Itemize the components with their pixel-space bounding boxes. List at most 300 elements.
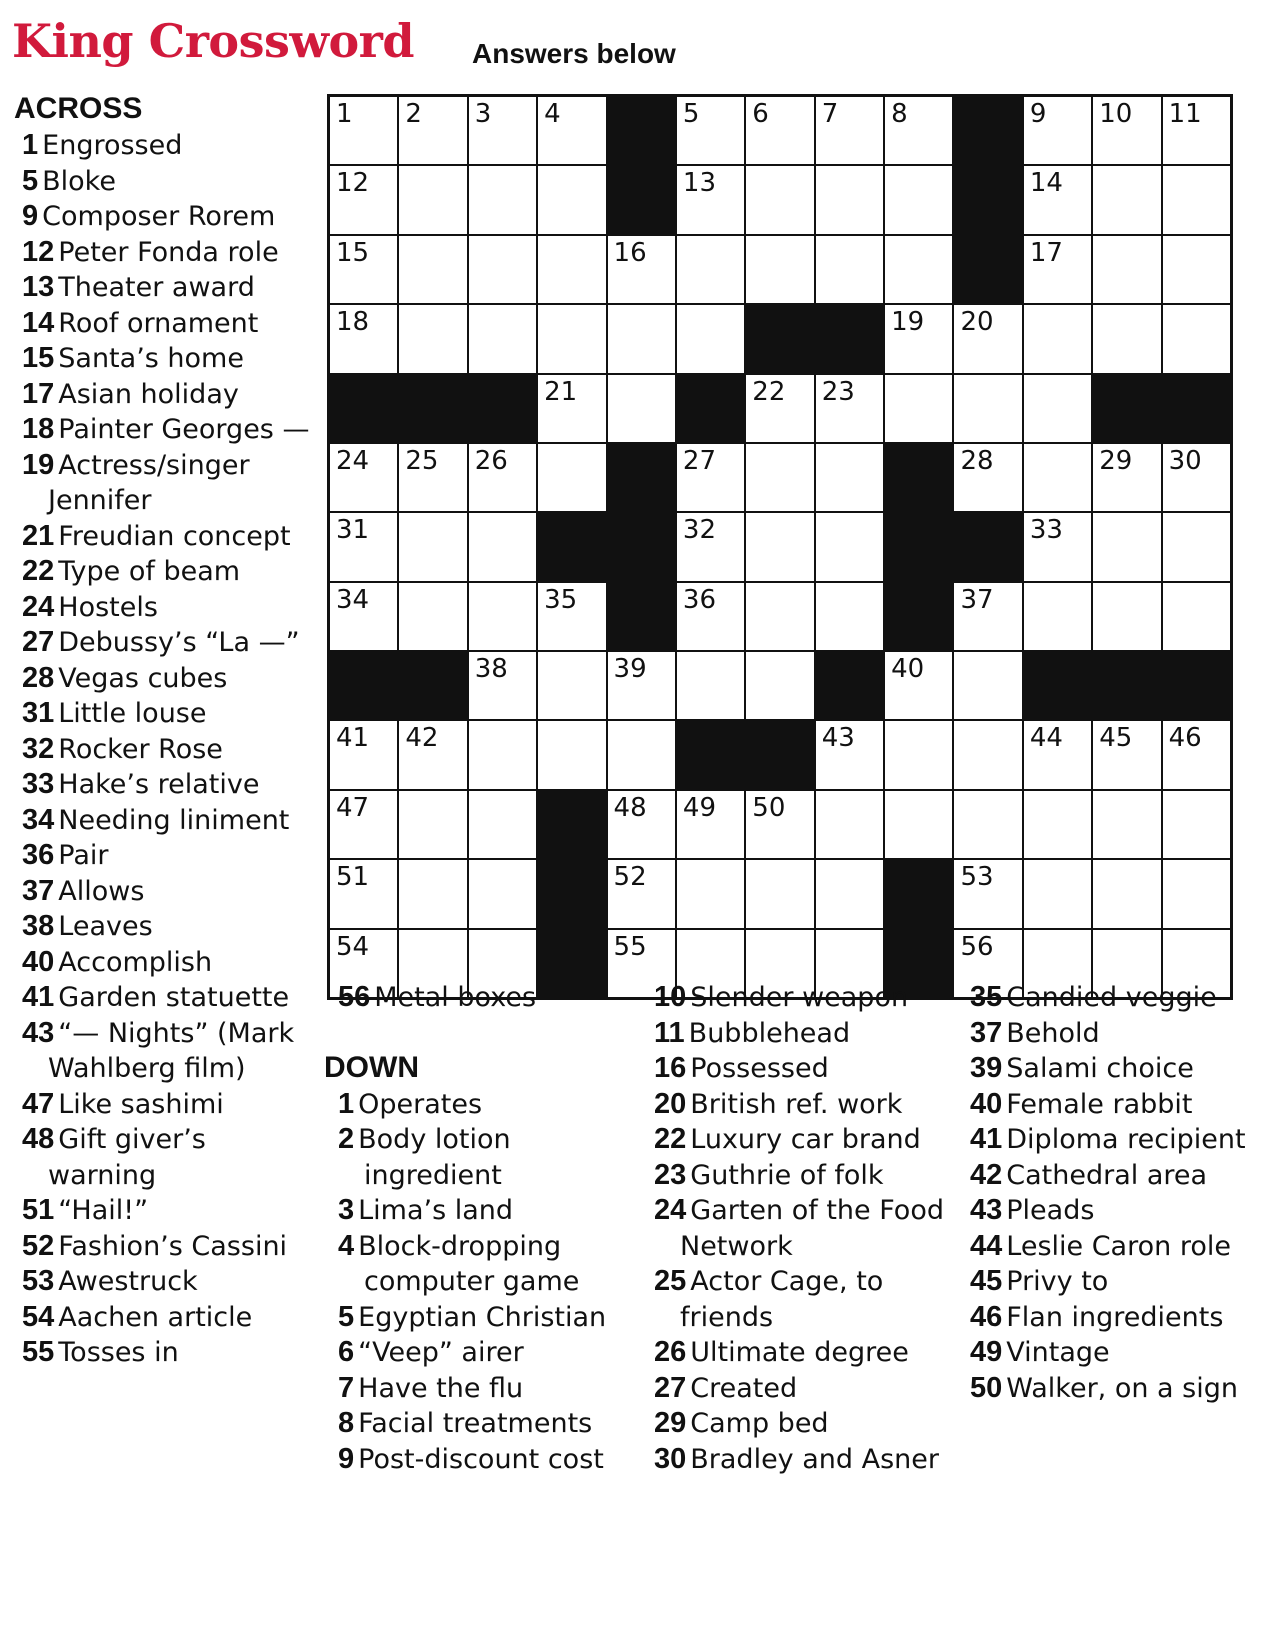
- grid-cell[interactable]: [330, 444, 397, 511]
- across-clue-27: [14, 625, 314, 661]
- black-square: [330, 652, 397, 719]
- across-clue-21: [14, 519, 314, 555]
- cell-number: 27: [682, 445, 717, 476]
- clue-text: Actor Cage, to friends: [680, 1266, 884, 1333]
- grid-cell[interactable]: [1163, 513, 1230, 580]
- clue-text: Slender weapon: [690, 982, 909, 1013]
- grid-cell[interactable]: [1093, 97, 1160, 164]
- grid-cell[interactable]: [1093, 791, 1160, 858]
- down-clue-45: [962, 1264, 1267, 1300]
- cell-number: 4: [544, 99, 561, 129]
- grid-cell[interactable]: [885, 236, 952, 303]
- clue-text: Debussy’s “La —”: [58, 627, 300, 658]
- down-clue-16: [646, 1051, 966, 1087]
- grid-cell[interactable]: [608, 652, 675, 719]
- grid-cell[interactable]: [608, 791, 675, 858]
- clue-text: Guthrie of folk: [690, 1159, 884, 1191]
- clue-text: Metal boxes: [374, 982, 537, 1013]
- clue-number: 32: [22, 732, 55, 765]
- grid-cell[interactable]: [954, 860, 1021, 927]
- down-clue-43: [962, 1193, 1267, 1229]
- grid-cell[interactable]: [1024, 305, 1091, 372]
- grid-cell[interactable]: [469, 444, 536, 511]
- cell-number: 32: [682, 515, 717, 546]
- clue-number: 52: [22, 1229, 55, 1262]
- grid-cell[interactable]: [1024, 583, 1091, 650]
- black-square: [1163, 375, 1230, 442]
- grid-cell[interactable]: [1163, 444, 1230, 511]
- cell-number: 17: [1029, 237, 1063, 268]
- black-square: [746, 305, 813, 372]
- black-square: [538, 513, 605, 580]
- clue-number: 47: [22, 1087, 55, 1120]
- grid-cell[interactable]: [1163, 583, 1230, 650]
- across-clue-38: [14, 909, 314, 945]
- grid-cell[interactable]: [885, 305, 952, 372]
- clue-number: 1: [22, 129, 39, 161]
- grid-cell[interactable]: [885, 652, 952, 719]
- down-clue-26: [646, 1335, 966, 1371]
- grid-cell[interactable]: [469, 583, 536, 650]
- grid-cell[interactable]: [954, 375, 1021, 442]
- clue-number: 9: [338, 1442, 355, 1475]
- clue-number: 37: [970, 1016, 1003, 1049]
- grid-cell[interactable]: [677, 791, 744, 858]
- across-clue-32: [14, 732, 314, 768]
- grid-cell[interactable]: [816, 236, 883, 303]
- clue-text: Bubblehead: [688, 1017, 851, 1049]
- grid-cell[interactable]: [1163, 166, 1230, 233]
- cell-number: 43: [821, 723, 855, 754]
- black-square: [677, 721, 744, 788]
- cell-number: 18: [336, 307, 370, 338]
- clue-number: 31: [22, 697, 55, 729]
- grid-cell[interactable]: [469, 305, 536, 372]
- black-square: [885, 583, 952, 650]
- grid-cell[interactable]: [677, 652, 744, 719]
- grid-cell[interactable]: [538, 97, 605, 164]
- clue-number: 46: [970, 1300, 1003, 1333]
- clue-number: 16: [654, 1052, 687, 1084]
- cell-number: 7: [821, 99, 839, 129]
- cell-number: 56: [960, 931, 994, 962]
- grid-cell[interactable]: [954, 791, 1021, 858]
- grid-cell[interactable]: [1163, 305, 1230, 372]
- cell-number: 52: [613, 862, 647, 893]
- cell-number: 8: [891, 99, 908, 129]
- grid-cell[interactable]: [885, 721, 952, 788]
- clue-number: 8: [338, 1407, 355, 1439]
- grid-cell[interactable]: [608, 305, 675, 372]
- grid-cell[interactable]: [677, 583, 744, 650]
- across-clue-22: [14, 554, 314, 590]
- clue-number: 6: [338, 1336, 355, 1368]
- across-clue-24: [14, 590, 314, 626]
- down-clue-5: [330, 1300, 630, 1336]
- grid-cell[interactable]: [399, 166, 466, 233]
- cell-number: 50: [752, 792, 786, 823]
- grid-cell[interactable]: [746, 791, 813, 858]
- grid-cell[interactable]: [746, 513, 813, 580]
- grid-cell[interactable]: [746, 652, 813, 719]
- cell-number: 45: [1099, 723, 1133, 754]
- clue-number: 10: [654, 981, 687, 1013]
- grid-cell[interactable]: [954, 444, 1021, 511]
- grid-cell[interactable]: [746, 166, 813, 233]
- down-clue-8: [330, 1406, 630, 1442]
- page-title: King Crossword: [12, 14, 415, 68]
- grid-cell[interactable]: [677, 860, 744, 927]
- clue-text: Diploma recipient: [1006, 1124, 1246, 1155]
- across-clue-1: [14, 128, 314, 164]
- down-clue-42: [962, 1158, 1267, 1194]
- black-square: [1093, 652, 1160, 719]
- grid-cell[interactable]: [399, 583, 466, 650]
- across-clue-41: [14, 980, 314, 1016]
- grid-cell[interactable]: [1093, 513, 1160, 580]
- down-list-continued-2: [962, 980, 1267, 1406]
- grid-cell[interactable]: [608, 860, 675, 927]
- clue-text: Tosses in: [58, 1337, 179, 1368]
- grid-cell[interactable]: [1024, 721, 1091, 788]
- clue-number: 14: [22, 306, 55, 339]
- clue-text: Facial treatments: [358, 1408, 593, 1439]
- grid-cell[interactable]: [330, 791, 397, 858]
- grid-cell[interactable]: [746, 583, 813, 650]
- grid-cell[interactable]: [677, 513, 744, 580]
- grid-cell[interactable]: [330, 583, 397, 650]
- grid-cell[interactable]: [469, 166, 536, 233]
- across-clues: [14, 92, 314, 1371]
- grid-cell[interactable]: [746, 444, 813, 511]
- clue-number: 24: [22, 590, 55, 623]
- down-clue-37: [962, 1016, 1267, 1052]
- cell-number: 16: [613, 237, 647, 268]
- grid-cell[interactable]: [1024, 513, 1091, 580]
- clue-text: Body lotion ingredient: [358, 1124, 511, 1191]
- clue-text: Composer Rorem: [42, 201, 276, 232]
- clue-text: Leaves: [58, 911, 153, 942]
- down-clue-49: [962, 1335, 1267, 1371]
- grid-cell[interactable]: [399, 97, 466, 164]
- grid-cell[interactable]: [1024, 375, 1091, 442]
- cell-number: 33: [1029, 515, 1063, 546]
- cell-number: 11: [1168, 99, 1202, 129]
- clue-number: 41: [970, 1123, 1003, 1155]
- grid-cell[interactable]: [954, 305, 1021, 372]
- clue-text: Hake’s relative: [58, 769, 260, 800]
- clue-text: Luxury car brand: [690, 1124, 921, 1155]
- down-clue-41: [962, 1122, 1267, 1158]
- clue-text: Bradley and Asner: [690, 1443, 939, 1475]
- clue-number: 29: [654, 1407, 687, 1439]
- grid-cell[interactable]: [816, 444, 883, 511]
- cell-number: 39: [613, 654, 647, 685]
- grid-cell[interactable]: [538, 305, 605, 372]
- cell-number: 29: [1099, 445, 1133, 476]
- across-clue-28: [14, 661, 314, 697]
- grid-cell[interactable]: [469, 236, 536, 303]
- clue-text: Allows: [58, 875, 145, 907]
- clue-number: 21: [22, 519, 55, 552]
- black-square: [816, 305, 883, 372]
- black-square: [954, 513, 1021, 580]
- grid-cell[interactable]: [330, 236, 397, 303]
- grid-cell[interactable]: [1093, 444, 1160, 511]
- clue-text: Roof ornament: [58, 307, 259, 339]
- clue-text: Female rabbit: [1006, 1088, 1193, 1120]
- grid-cell[interactable]: [1163, 721, 1230, 788]
- across-clue-15: [14, 341, 314, 377]
- clue-number: 4: [338, 1229, 355, 1262]
- clue-text: Type of beam: [58, 556, 241, 587]
- across-clue-9: [14, 199, 314, 235]
- clue-text: Egyptian Christian: [358, 1301, 607, 1333]
- grid-cell[interactable]: [330, 721, 397, 788]
- grid-cell[interactable]: [885, 97, 952, 164]
- across-clue-55: [14, 1335, 314, 1371]
- down-clue-29: [646, 1406, 966, 1442]
- grid-cell[interactable]: [399, 236, 466, 303]
- grid-cell[interactable]: [1163, 97, 1230, 164]
- cell-number: 10: [1099, 99, 1133, 129]
- grid-cell[interactable]: [677, 444, 744, 511]
- grid-cell[interactable]: [885, 791, 952, 858]
- black-square: [538, 860, 605, 927]
- grid-cell[interactable]: [1024, 444, 1091, 511]
- black-square: [399, 375, 466, 442]
- grid-cell[interactable]: [469, 721, 536, 788]
- grid-cell[interactable]: [1093, 305, 1160, 372]
- down-clue-24: [646, 1193, 966, 1264]
- clue-number: 22: [22, 555, 55, 587]
- cell-number: 5: [682, 99, 700, 129]
- cell-number: 34: [336, 584, 370, 615]
- clue-number: 27: [654, 1371, 687, 1404]
- grid-cell[interactable]: [816, 166, 883, 233]
- clue-number: 42: [970, 1158, 1003, 1191]
- clue-number: 3: [338, 1194, 355, 1226]
- cell-number: 9: [1029, 99, 1047, 129]
- cell-number: 1: [336, 99, 353, 129]
- clue-number: 33: [22, 768, 55, 800]
- clue-text: “Hail!”: [58, 1195, 149, 1226]
- clue-number: 55: [22, 1336, 55, 1368]
- clue-number: 34: [22, 803, 55, 836]
- down-clue-50: [962, 1371, 1267, 1407]
- cell-number: 30: [1168, 445, 1202, 476]
- black-square: [538, 791, 605, 858]
- black-square: [816, 652, 883, 719]
- clue-number: 7: [338, 1371, 355, 1404]
- cell-number: 36: [682, 584, 717, 615]
- clue-number: 1: [338, 1087, 355, 1120]
- grid-cell[interactable]: [538, 652, 605, 719]
- clue-text: Operates: [358, 1088, 483, 1120]
- clue-text: Bloke: [42, 165, 116, 197]
- clue-number: 41: [22, 981, 55, 1013]
- clue-text: Vegas cubes: [58, 662, 228, 694]
- down-clue-11: [646, 1016, 966, 1052]
- clue-number: 53: [22, 1265, 55, 1297]
- grid-cell[interactable]: [399, 444, 466, 511]
- grid-cell[interactable]: [1024, 860, 1091, 927]
- grid-cell[interactable]: [1093, 236, 1160, 303]
- grid-cell[interactable]: [954, 721, 1021, 788]
- across-list: [14, 128, 314, 1371]
- grid-cell[interactable]: [677, 97, 744, 164]
- grid-cell[interactable]: [469, 513, 536, 580]
- clue-number: 36: [22, 839, 55, 871]
- clue-text: British ref. work: [690, 1088, 903, 1120]
- clue-text: Have the flu: [358, 1372, 524, 1404]
- grid-cell[interactable]: [330, 513, 397, 580]
- clue-text: Painter Georges —: [58, 414, 310, 445]
- clue-text: Pair: [58, 840, 109, 871]
- clue-text: Salami choice: [1006, 1053, 1194, 1084]
- grid-cell[interactable]: [330, 166, 397, 233]
- grid-cell[interactable]: [816, 583, 883, 650]
- grid-cell[interactable]: [1093, 583, 1160, 650]
- cell-number: 37: [960, 584, 994, 615]
- cell-number: 24: [336, 445, 370, 476]
- black-square: [954, 166, 1021, 233]
- grid-cell[interactable]: [399, 791, 466, 858]
- clue-text: Candied veggie: [1006, 982, 1217, 1013]
- grid-cell[interactable]: [538, 721, 605, 788]
- clue-text: Walker, on a sign: [1006, 1372, 1238, 1404]
- grid-cell[interactable]: [469, 652, 536, 719]
- cell-number: 44: [1029, 723, 1063, 754]
- clue-text: Ultimate degree: [690, 1337, 909, 1368]
- grid-cell[interactable]: [954, 583, 1021, 650]
- grid-cell[interactable]: [608, 721, 675, 788]
- grid-cell[interactable]: [469, 791, 536, 858]
- grid-cell[interactable]: [469, 97, 536, 164]
- grid-cell[interactable]: [816, 860, 883, 927]
- down-clue-27: [646, 1371, 966, 1407]
- black-square: [608, 513, 675, 580]
- clue-number: 40: [970, 1087, 1003, 1120]
- grid-cell[interactable]: [1024, 166, 1091, 233]
- black-square: [399, 652, 466, 719]
- grid-cell[interactable]: [954, 652, 1021, 719]
- grid-cell[interactable]: [816, 375, 883, 442]
- clue-number: 39: [970, 1052, 1003, 1084]
- black-square: [746, 721, 813, 788]
- clue-number: 37: [22, 874, 55, 907]
- grid-cell[interactable]: [885, 166, 952, 233]
- clue-text: Accomplish: [58, 946, 213, 978]
- across-clue-19: [14, 448, 314, 519]
- grid-cell[interactable]: [677, 305, 744, 372]
- cell-number: 20: [960, 307, 994, 338]
- down-clue-35: [962, 980, 1267, 1016]
- grid-cell[interactable]: [399, 860, 466, 927]
- grid-cell[interactable]: [399, 721, 466, 788]
- grid-cell[interactable]: [746, 375, 813, 442]
- grid-cell[interactable]: [677, 236, 744, 303]
- down-clue-25: [646, 1264, 966, 1335]
- grid-cell[interactable]: [816, 513, 883, 580]
- clue-number: 20: [654, 1087, 687, 1120]
- black-square: [608, 166, 675, 233]
- grid-cell[interactable]: [538, 444, 605, 511]
- grid-cell[interactable]: [608, 375, 675, 442]
- clue-text: Block-dropping computer game: [358, 1230, 580, 1297]
- cell-number: 46: [1168, 723, 1202, 754]
- grid-cell[interactable]: [399, 513, 466, 580]
- grid-cell[interactable]: [746, 236, 813, 303]
- grid-cell[interactable]: [885, 375, 952, 442]
- down-clue-10: [646, 980, 966, 1016]
- across-clue-52: [14, 1229, 314, 1265]
- grid-cell[interactable]: [538, 583, 605, 650]
- across-clue-36: [14, 838, 314, 874]
- across-clue-31: [14, 696, 314, 732]
- clue-column-2: [324, 980, 630, 1477]
- across-clue-17: [14, 377, 314, 413]
- grid-cell[interactable]: [399, 305, 466, 372]
- grid-cell[interactable]: [538, 375, 605, 442]
- across-heading: ACROSS: [14, 92, 143, 125]
- clue-number: 12: [22, 235, 55, 268]
- clue-text: Behold: [1006, 1017, 1100, 1049]
- grid-cell[interactable]: [1024, 236, 1091, 303]
- crossword-grid: [327, 94, 1233, 1000]
- grid-cell[interactable]: [816, 97, 883, 164]
- grid-cell[interactable]: [1093, 860, 1160, 927]
- grid-cell[interactable]: [538, 236, 605, 303]
- clue-text: Camp bed: [690, 1408, 829, 1439]
- clue-text: Pleads: [1006, 1195, 1095, 1226]
- clue-number: 28: [22, 661, 55, 694]
- grid-cell[interactable]: [816, 721, 883, 788]
- black-square: [954, 236, 1021, 303]
- cell-number: 49: [682, 792, 717, 823]
- cell-number: 6: [752, 99, 769, 129]
- cell-number: 40: [891, 654, 925, 685]
- grid-cell[interactable]: [330, 97, 397, 164]
- black-square: [885, 444, 952, 511]
- grid-cell[interactable]: [538, 166, 605, 233]
- grid-cell[interactable]: [816, 791, 883, 858]
- grid-cell[interactable]: [1024, 791, 1091, 858]
- clue-text: Actress/singer Jennifer: [48, 449, 250, 516]
- cell-number: 42: [405, 723, 439, 754]
- grid-cell[interactable]: [1093, 721, 1160, 788]
- clue-number: 30: [654, 1442, 687, 1475]
- down-clue-44: [962, 1229, 1267, 1265]
- grid-cell[interactable]: [1163, 791, 1230, 858]
- grid-cell[interactable]: [1093, 166, 1160, 233]
- clue-number: 5: [22, 164, 39, 197]
- grid-cell[interactable]: [746, 97, 813, 164]
- grid-cell[interactable]: [1163, 236, 1230, 303]
- clue-number: 54: [22, 1300, 55, 1333]
- grid-cell[interactable]: [330, 305, 397, 372]
- grid-cell[interactable]: [469, 860, 536, 927]
- grid-cell[interactable]: [1024, 97, 1091, 164]
- clue-text: Freudian concept: [58, 520, 291, 552]
- grid-cell[interactable]: [330, 860, 397, 927]
- grid-cell[interactable]: [746, 860, 813, 927]
- grid-cell[interactable]: [677, 166, 744, 233]
- cell-number: 2: [405, 99, 422, 129]
- down-clue-40: [962, 1087, 1267, 1123]
- grid-cell[interactable]: [608, 236, 675, 303]
- grid-cell[interactable]: [1163, 860, 1230, 927]
